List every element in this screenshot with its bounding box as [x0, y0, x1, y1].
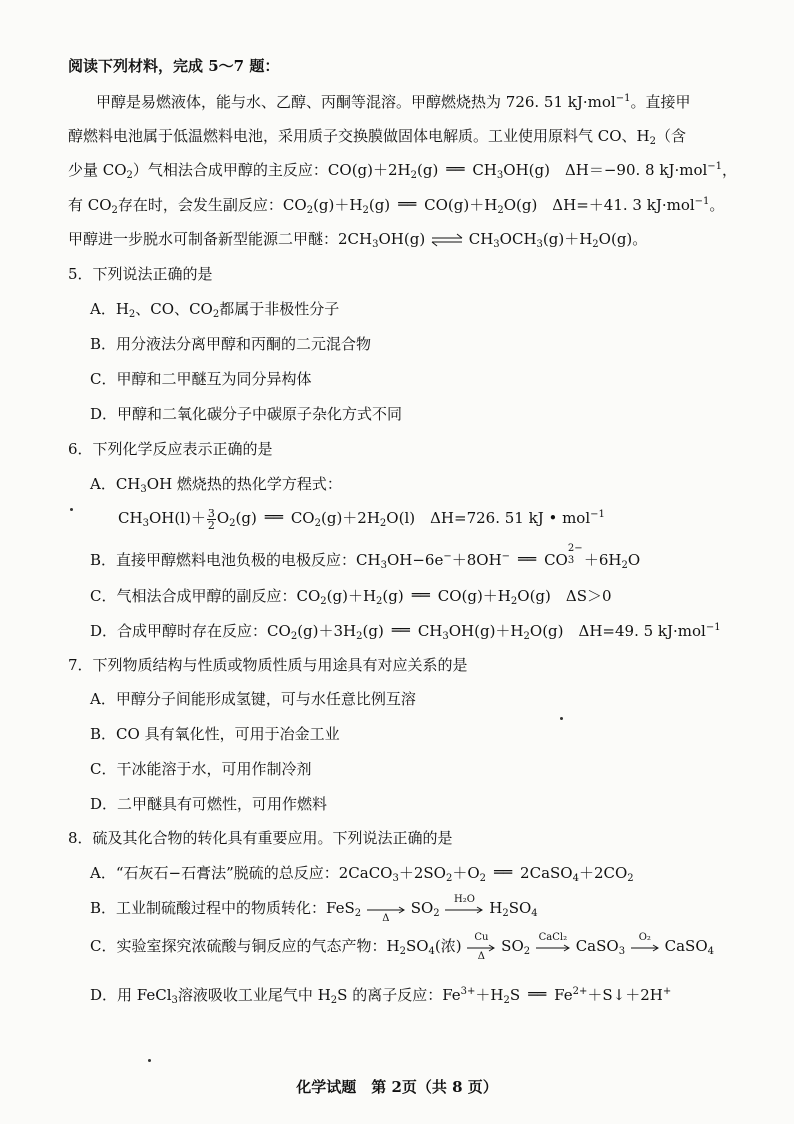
question-8-option-b[interactable]: B．工业制硫酸过程中的物质转化：FeS$_2$ Δ $SO_2$ H₂O $H_2SO_4$	[90, 894, 538, 924]
right-arrow-icon	[630, 944, 660, 952]
question-8-option-a[interactable]: A．“石灰石−石膏法”脱硫的总反应：$2CaCO_3+2SO_2+O_2$ ══ $2CaSO_4+2CO_2$	[90, 863, 634, 884]
reaction-arrow: Cu Δ	[466, 937, 496, 957]
material-paragraph-line-2: 醇燃料电池属于低温燃料电池，采用质子交换膜做固体电解质。工业使用原料气 CO、$H_2$（含	[68, 127, 687, 147]
material-paragraph-line-1: 甲醇是易燃液体，能与水、乙醇、丙酮等混溶。甲醇燃烧热为 726. 51 kJ·mol$^{-1}$。直接甲	[96, 93, 691, 111]
question-6-stem: 6．下列化学反应表示正确的是	[68, 440, 273, 458]
right-arrow-icon	[444, 906, 484, 914]
material-heading: 阅读下列材料，完成 5～7 题：	[68, 57, 280, 75]
question-6-option-b[interactable]: B．直接甲醇燃料电池负极的电极反应：$CH_3OH-6e^-+8OH^-$ ══ CO 2− 3 $+6H_2O$	[90, 543, 641, 571]
question-6-option-c[interactable]: C．气相法合成甲醇的副反应：$CO_2(g)+H_2(g)$ ══ $CO(g)+H_2O(g)$ ΔS＞0	[90, 586, 612, 607]
fraction: $\frac{3}{2}$	[207, 506, 215, 532]
equals-sign: ══	[398, 195, 417, 213]
equals-sign: ══	[528, 985, 547, 1003]
question-7-stem: 7．下列物质结构与性质或物质性质与用途具有对应关系的是	[68, 656, 468, 674]
question-6-option-a-equation: $CH_3OH(l)+$ $\frac{3}{2}$ $O_2(g)$ ══ $CO_2(g)+2H_2O(l)$ ΔH=726. 51 kJ • mol$^{-1}$	[118, 506, 605, 532]
equals-sign: ══	[518, 550, 537, 568]
question-7-option-d[interactable]: D．二甲醚具有可燃性，可用作燃料	[90, 795, 328, 813]
equals-sign: ══	[264, 508, 283, 526]
question-5-option-d[interactable]: D．甲醇和二氧化碳分子中碳原子杂化方式不同	[90, 405, 403, 423]
right-arrow-icon	[535, 944, 571, 952]
material-paragraph-line-5: 甲醇进一步脱水可制备新型能源二甲醚：$2CH_3OH(g)$ $CH_3OCH_3(g)+H_2O(g)$。	[68, 230, 648, 250]
reaction-arrow: O₂	[630, 937, 660, 957]
scan-speck	[148, 1059, 151, 1062]
scan-speck	[70, 508, 73, 511]
reaction-arrow: CaCl₂	[535, 937, 571, 957]
equals-sign: ══	[494, 863, 513, 881]
equals-sign: ══	[446, 160, 465, 178]
reaction-arrow: Δ	[366, 899, 406, 919]
question-6-option-d[interactable]: D．合成甲醇时存在反应：$CO_2(g)+3H_2(g)$ ══ $CH_3OH(g)+H_2O(g)$ ΔH=49. 5 kJ·mol$^{-1}$	[90, 621, 721, 642]
scan-speck	[560, 717, 563, 720]
question-8-option-d[interactable]: D．用 FeCl$_3$溶液吸收工业尾气中 $H_2S$ 的离子反应：$Fe^{3+}+H_2S$ ══ $Fe^{2+}+S↓+2H^+$	[90, 985, 672, 1006]
question-7-option-c[interactable]: C．干冰能溶于水，可用作制冷剂	[90, 760, 312, 778]
question-8-option-c[interactable]: C．实验室探究浓硫酸与铜反应的气态产物：$H_2SO_4$(浓) Cu Δ $SO_2$ CaCl₂ CaSO$_3$ O₂ CaSO$_4$	[90, 932, 714, 962]
equals-sign: ══	[411, 586, 430, 604]
reversible-arrow-icon	[430, 233, 464, 247]
question-7-option-a[interactable]: A．甲醇分子间能形成氢键，可与水任意比例互溶	[90, 690, 416, 708]
question-5-option-a[interactable]: A．$H_2$、CO、$CO_2$都属于非极性分子	[90, 300, 340, 320]
question-8-stem: 8．硫及其化合物的转化具有重要应用。下列说法正确的是	[68, 829, 453, 847]
equals-sign: ══	[391, 621, 410, 639]
question-6-option-a[interactable]: A．$CH_3OH$ 燃烧热的热化学方程式：	[90, 475, 342, 495]
question-5-option-c[interactable]: C．甲醇和二甲醚互为同分异构体	[90, 370, 312, 388]
page-footer: 化学试题 第 2页（共 8 页）	[296, 1078, 498, 1096]
question-5-option-b[interactable]: B．用分液法分离甲醇和丙酮的二元混合物	[90, 335, 372, 353]
material-paragraph-line-4: 有 $CO_2$存在时，会发生副反应：$CO_2(g)+H_2(g)$ ══ $CO(g)+H_2O(g)$ ΔH=＋41. 3 kJ·mol$^{-1}$。	[68, 195, 725, 216]
question-5-stem: 5．下列说法正确的是	[68, 265, 213, 283]
reaction-arrow: H₂O	[444, 899, 484, 919]
question-7-option-b[interactable]: B．CO 具有氧化性，可用于冶金工业	[90, 725, 340, 743]
material-paragraph-line-3: 少量 $CO_2$）气相法合成甲醇的主反应：$CO(g)+2H_2(g)$ ══ $CH_3OH(g)$ ΔH＝−90. 8 kJ·mol$^{-1}$，	[68, 160, 738, 181]
